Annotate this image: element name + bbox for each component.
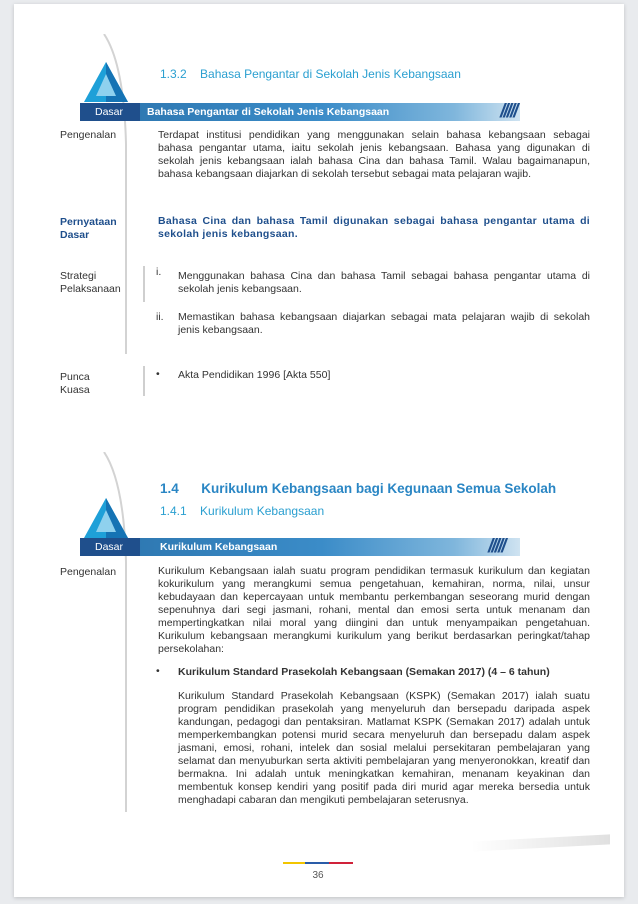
strategi-item-2: Memastikan bahasa kebangsaan diajarkan sebagai mata pelajaran wajib di sekolah jenis kebangsaan. (178, 311, 590, 336)
label-strategi: Strategi Pelaksanaan (60, 270, 121, 295)
footer-bar-yellow (283, 862, 305, 864)
bullet-dot: • (156, 368, 160, 380)
punca-item: Akta Pendidikan 1996 [Akta 550] (178, 369, 331, 381)
label-punca: Punca Kuasa (60, 371, 90, 396)
page-number: 36 (312, 870, 324, 881)
section-a-heading: 1.3.2 Bahasa Pengantar di Sekolah Jenis Kebangsaan (160, 67, 461, 81)
pengenalan-text: Terdapat institusi pendidikan yang menggunakan selain bahasa kebangsaan sebagai bahasa pengantar utama, iaitu sekolah jenis kebangsaan. Bahasa yang digunakan di sekolah jenis kebangsaan ialah bahasa Cina dan bahasa Tamil. Walau bagaimanapun, bahasa kebangsaan diajarkan di sekolah tersebut sebagai mata pelajaran wajib. (158, 129, 590, 180)
pyramid-icon (82, 60, 130, 104)
footer-bar-blue (305, 862, 329, 864)
strategi-item-1: Menggunakan bahasa Cina dan bahasa Tamil sebagai bahasa pengantar utama di sekolah jenis kebangsaan. (178, 270, 590, 295)
dasar-badge: Dasar (95, 541, 124, 553)
slash-decoration: ///// (488, 536, 505, 557)
pengenalan-text: Kurikulum Kebangsaan ialah suatu program pendidikan termasuk kurikulum dan kegiatan kokurikulum yang merangkumi semua pengetahuan, kemahiran, norma, nilai, unsur kebudayaan dan kepercayaan untuk membantu perkembangan seseorang murid dengan sepenuhnya dari segi jasmani, rohani, mental dan emosi serta untuk menanam dan mempertingkatkan nilai moral yang diingini dan untuk menyampaikan pengetahuan. Kurikulum kebangsaan merangkumi kurikulum yang berikut berdasarkan peringkat/tahap persekolahan: (158, 565, 590, 655)
dasar-badge: Dasar (95, 106, 124, 118)
kspk-text: Kurikulum Standard Prasekolah Kebangsaan (KSPK) (Semakan 2017) ialah suatu program pendidikan prasekolah yang menyeluruh dan bersepadu daripada aspek kandungan, pedagogi dan pentaksiran. Matlamat KSPK (Semakan 2017) adalah untuk memperkembangkan potensi murid secara menyeluruh dan bersepadu dalam aspek jasmani, emosi, rohani, intelek dan sosial melalui persekitaran pembelajaran yang selamat dan menyuburkan serta aktiviti pembelajaran yang menyeronokkan, kreatif dan bermakna. Ini adalah untuk meningkatkan kemahiran, menanam keyakinan dan membentuk konsep kendiri yang positif pada diri murid agar mereka bersedia untuk menghadapi cabaran dan mengikuti pembelajaran seterusnya. (178, 690, 590, 806)
section-a-band-label: Bahasa Pengantar di Sekolah Jenis Kebangsaan (147, 106, 390, 118)
divider (143, 266, 145, 302)
section-b-heading: 1.4 Kurikulum Kebangsaan bagi Kegunaan Semua Sekolah (160, 481, 557, 496)
pernyataan-text: Bahasa Cina dan bahasa Tamil digunakan sebagai bahasa pengantar utama di sekolah jenis kebangsaan. (158, 215, 590, 240)
footer-bar-red (329, 862, 353, 864)
divider (143, 366, 145, 396)
item-num-2: ii. (156, 311, 164, 323)
section-b-band (80, 538, 520, 556)
bullet-dot: • (156, 665, 160, 677)
pyramid-icon (82, 496, 130, 540)
section-b-band-label: Kurikulum Kebangsaan (160, 541, 278, 553)
bullet-title: Kurikulum Standard Prasekolah Kebangsaan (Semakan 2017) (4 – 6 tahun) (178, 666, 550, 678)
label-pernyataan: Pernyataan Dasar (60, 216, 117, 241)
label-pengenalan: Pengenalan (60, 566, 117, 578)
section-b-subheading: 1.4.1 Kurikulum Kebangsaan (160, 504, 325, 518)
item-num-1: i. (156, 266, 162, 278)
slash-decoration: ///// (500, 101, 517, 122)
label-pengenalan: Pengenalan (60, 129, 117, 141)
